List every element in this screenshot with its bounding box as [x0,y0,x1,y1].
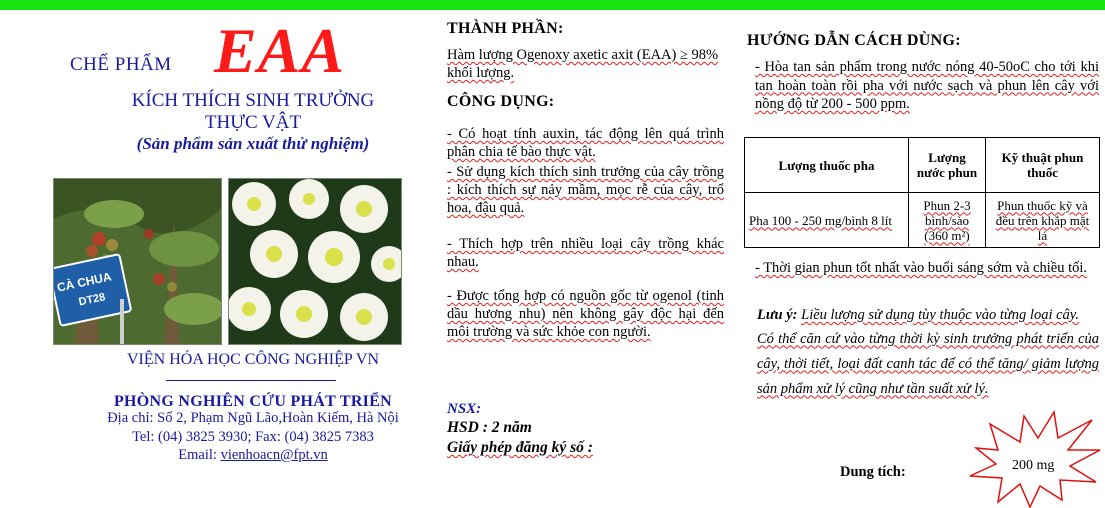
divider [166,380,336,381]
cell-dose: Pha 100 - 250 mg/bình 8 lít [745,193,909,248]
note-text: Liều lượng sử dụng tùy thuộc vào từng loại cây. [801,307,1080,323]
capacity-label: Dung tích: [840,464,906,480]
note-block [757,306,1099,402]
department-name: PHÒNG NGHIÊN CỨU PHÁT TRIỂN [113,393,393,410]
use-item-2: - Sử dụng kích thích sinh trưởng của cây trồng : kích thích sự nảy mầm, mọc rễ của cây, trổ hoa, đậu quả. [447,164,724,216]
hsd-label: HSD : 2 năm [447,419,532,436]
use-item-4: - Được tổng hợp có nguồn gốc từ ogenol (tinh dầu hương nhu) nên không gây độc hại đến môi trường và sức khỏe con người. [447,288,724,340]
phone-fax: Tel: (04) 3825 3930; Fax: (04) 3825 7383 [132,429,374,445]
tomato-plant-photo [53,178,222,345]
subtitle-line2: THỰC VẬT [204,112,302,133]
composition-heading: THÀNH PHẦN: [447,20,564,37]
capacity-value: 200 mg [1012,458,1055,473]
header-water: Lượng nước phun [909,138,986,193]
subtitle-note: (Sản phẩm sản xuất thử nghiệm) [136,134,370,153]
note-label: Lưu ý: [757,307,798,323]
subtitle-line1: KÍCH THÍCH SINH TRƯỞNG [131,90,375,111]
dosage-table [744,137,1100,248]
email-link[interactable]: vienhoacn@fpt.vn [220,447,328,463]
title-prefix: CHẾ PHẨM [70,54,172,75]
cell-technique: Phun thuốc kỹ và đều trên khắp mặt lá [986,193,1100,248]
usage-instructions: - Hòa tan sản phẩm trong nước nóng 40-50oC cho tới khi tan hoàn toàn rồi pha với nước sạch và phun lên cây với nồng độ từ 200 - 500 ppm. [755,59,1099,112]
address: Địa chỉ: Số 2, Phạm Ngũ Lão,Hoàn Kiếm, Hà Nội [107,410,399,426]
cell-water: Phun 2-3 bình/sào (360 m²) [909,193,986,248]
best-time: - Thời gian phun tốt nhất vào buổi sáng sớm và chiều tối. [755,260,1088,276]
email-line [0,447,506,464]
usage-heading: HƯỚNG DẪN CÁCH DÙNG: [747,32,961,49]
brand-title: EAA [214,15,346,86]
institute-name: VIỆN HÓA HỌC CÔNG NGHIỆP VN [127,351,379,368]
composition-text: Hàm lượng Ogenoxy axetic axit (EAA) ≥ 98% khối lượng. [447,47,719,81]
license-label: Giấy phép đăng ký số : [447,439,593,456]
tomato-sign-line2: DT28 [77,291,107,309]
use-item-3: - Thích hợp trên nhiều loại cây trồng khác nhau. [447,236,724,270]
use-item-1: - Có hoạt tính auxin, tác động lên quá trình phân chia tế bào thực vật. [447,126,724,160]
tomato-sign-line1: CÀ CHUA [55,269,113,295]
email-label: Email: [178,447,221,463]
note-text-2: Có thể căn cứ vào từng thời kỳ sinh trưởng phát triển của cây, thời tiết, loại đất canh tác để có thể tăng/ giảm lượng sản phẩm xử lý cũng như tần suất xử lý. [757,330,1099,397]
nsx-label: NSX: [447,401,482,417]
chrysanthemum-photo [228,178,402,345]
top-green-bar [0,0,1105,10]
header-technique: Kỹ thuật phun thuốc [986,138,1100,193]
uses-heading: CÔNG DỤNG: [447,93,555,110]
header-dose: Lượng thuốc pha [745,138,909,193]
